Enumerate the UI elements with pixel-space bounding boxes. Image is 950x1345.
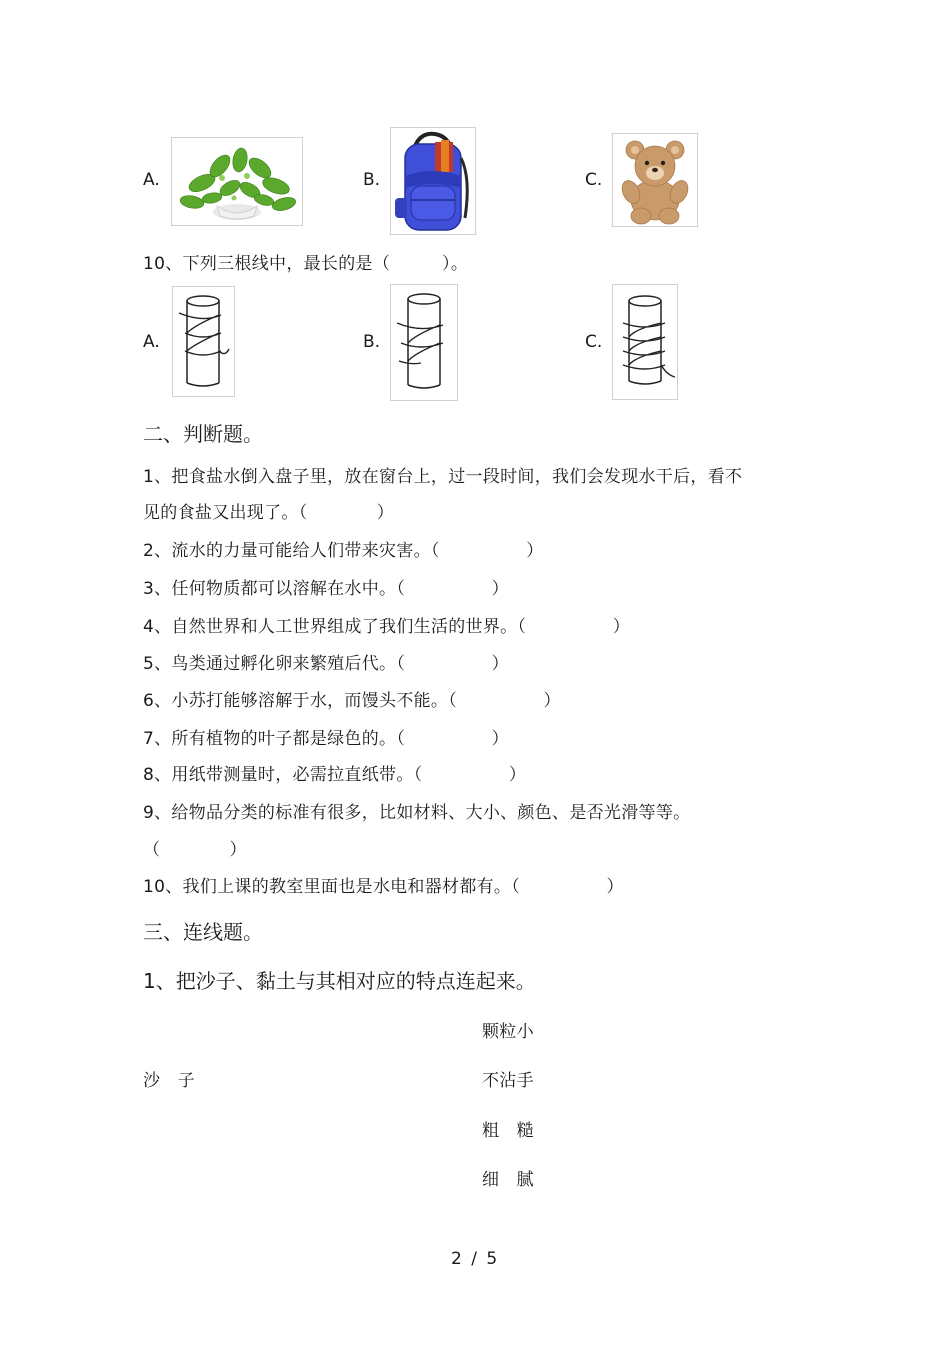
matching-question-1: 1、把沙子、黏土与其相对应的特点连起来。 (143, 969, 536, 993)
judge-item-8: 8、用纸带测量时，必需拉直纸带。（ ） (143, 765, 527, 785)
plant-image (171, 137, 303, 226)
judge-item-7: 7、所有植物的叶子都是绿色的。（ ） (143, 729, 509, 749)
judge-item-10: 10、我们上课的教室里面也是水电和器材都有。（ ） (143, 877, 624, 897)
match-right-1: 颗粒小 (482, 1022, 534, 1042)
q10-option-c-image (612, 284, 678, 400)
q9-option-c-label: C. (585, 170, 603, 190)
match-right-2: 不沾手 (482, 1071, 534, 1091)
judge-item-9b: （ ） (143, 840, 247, 860)
section-3-title: 三、连线题。 (143, 920, 263, 944)
judge-item-4: 4、自然世界和人工世界组成了我们生活的世界。（ ） (143, 617, 631, 637)
judge-item-6: 6、小苏打能够溶解于水，而馒头不能。（ ） (143, 691, 561, 711)
judge-item-5: 5、鸟类通过孵化卵来繁殖后代。（ ） (143, 654, 509, 674)
q10-option-b-label: B. (363, 332, 381, 352)
backpack-image (390, 127, 476, 235)
q9-option-b-label: B. (363, 170, 381, 190)
judge-item-9a: 9、给物品分类的标准有很多，比如材料、大小、颜色、是否光滑等等。 (143, 803, 691, 823)
judge-item-1a: 1、把食盐水倒入盘子里，放在窗台上，过一段时间，我们会发现水干后，看不 (143, 467, 743, 487)
match-right-3: 粗 糙 (482, 1121, 534, 1141)
judge-item-3: 3、任何物质都可以溶解在水中。（ ） (143, 579, 509, 599)
match-right-4: 细 腻 (482, 1170, 534, 1190)
q10-option-c-label: C. (585, 332, 603, 352)
q10-option-b-image (390, 284, 458, 401)
page-number: 2 / 5 (451, 1249, 500, 1269)
match-left-sand: 沙 子 (143, 1071, 195, 1091)
judge-item-1b: 见的食盐又出现了。（ ） (143, 503, 394, 523)
q10-option-a-image (172, 286, 235, 397)
q10-option-a-label: A. (143, 332, 160, 352)
q9-option-a-label: A. (143, 170, 160, 190)
section-2-title: 二、判断题。 (143, 422, 263, 446)
teddy-bear-image (612, 133, 698, 227)
q10-text: 10、下列三根线中，最长的是（ ）。 (143, 254, 469, 274)
judge-item-2: 2、流水的力量可能给人们带来灾害。（ ） (143, 541, 544, 561)
